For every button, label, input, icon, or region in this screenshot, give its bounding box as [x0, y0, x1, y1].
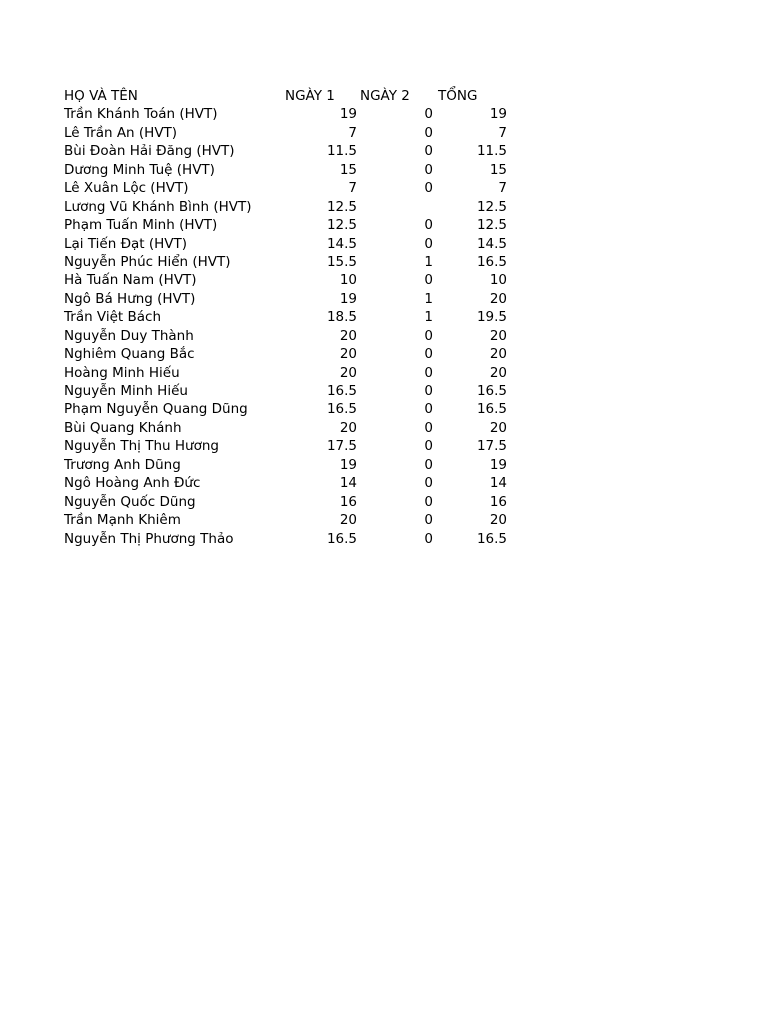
cell-day2: 0	[424, 235, 433, 252]
cell-total: 19	[489, 106, 507, 123]
cell-total: 19.5	[476, 309, 507, 326]
cell-total: 12.5	[476, 198, 507, 215]
cell-day2: 0	[424, 401, 433, 418]
cell-total: 16.5	[476, 253, 507, 270]
cell-total: 17.5	[476, 438, 507, 455]
cell-name: Trần Việt Bách	[64, 309, 162, 326]
cell-day2: 0	[424, 493, 433, 510]
cell-name: Nguyễn Minh Hiếu	[64, 383, 188, 399]
cell-name: Bùi Đoàn Hải Đăng (HVT)	[64, 143, 235, 160]
cell-total: 12.5	[476, 217, 507, 234]
table-row	[64, 474, 524, 492]
cell-name: Nguyễn Quốc Dũng	[64, 493, 196, 510]
cell-day1: 20	[339, 364, 357, 381]
table-row	[64, 235, 524, 253]
cell-total: 16.5	[476, 530, 507, 547]
cell-name: Ngô Bá Hưng (HVT)	[64, 290, 196, 307]
cell-name: Hoàng Minh Hiếu	[64, 364, 180, 381]
table-row	[64, 216, 524, 234]
cell-total: 16.5	[476, 383, 507, 399]
cell-day2: 0	[424, 512, 433, 529]
cell-day2: 1	[424, 309, 433, 326]
cell-day1: 14	[339, 475, 357, 492]
cell-day2: 0	[424, 475, 433, 492]
cell-day1: 16.5	[326, 401, 357, 418]
cell-day1: 7	[348, 180, 357, 197]
cell-day1: 19	[339, 106, 357, 123]
table-row	[64, 253, 524, 271]
cell-total: 7	[498, 180, 507, 197]
cell-day1: 12.5	[326, 198, 357, 215]
cell-name: Trần Khánh Toán (HVT)	[64, 106, 218, 123]
cell-day2: 0	[424, 161, 433, 178]
cell-day1: 20	[339, 327, 357, 344]
cell-day2: 0	[424, 217, 433, 234]
header-total: TỔNG	[438, 88, 478, 104]
table-row	[64, 105, 524, 123]
cell-total: 20	[489, 327, 507, 344]
cell-day1: 20	[339, 346, 357, 363]
table-row	[64, 198, 524, 216]
score-sheet	[64, 87, 524, 548]
cell-day1: 16.5	[326, 530, 357, 547]
cell-name: Nguyễn Thị Thu Hương	[64, 438, 219, 455]
cell-day2	[357, 198, 433, 216]
cell-day2: 1	[424, 290, 433, 307]
cell-day1: 11.5	[326, 143, 357, 160]
cell-day2: 0	[424, 180, 433, 197]
cell-day2: 0	[424, 143, 433, 160]
table-row	[64, 456, 524, 474]
table-row	[64, 400, 524, 418]
cell-day2: 0	[424, 124, 433, 141]
header-row	[64, 87, 524, 105]
cell-name: Nguyễn Duy Thành	[64, 327, 194, 344]
cell-day1: 17.5	[326, 438, 357, 455]
cell-day2: 1	[424, 253, 433, 270]
cell-name: Phạm Nguyễn Quang Dũng	[64, 401, 248, 418]
cell-day1: 18.5	[326, 309, 357, 326]
cell-day1: 20	[339, 419, 357, 436]
table-row	[64, 382, 524, 400]
table-row	[64, 530, 524, 548]
cell-day1: 14.5	[326, 235, 357, 252]
cell-day1: 19	[339, 456, 357, 473]
cell-name: Phạm Tuấn Minh (HVT)	[64, 217, 218, 234]
cell-day1: 20	[339, 512, 357, 529]
cell-total: 15	[489, 161, 507, 178]
table-row	[64, 364, 524, 382]
table-row	[64, 437, 524, 455]
cell-total: 10	[489, 272, 507, 289]
cell-day1: 12.5	[326, 217, 357, 234]
cell-name: Lê Xuân Lộc (HVT)	[64, 180, 189, 197]
cell-day1: 19	[339, 290, 357, 307]
cell-day2: 0	[424, 438, 433, 455]
cell-day2: 0	[424, 346, 433, 363]
cell-name: Ngô Hoàng Anh Đức	[64, 475, 201, 492]
cell-day1: 16	[339, 493, 357, 510]
header-day2: NGÀY 2	[360, 88, 410, 104]
table-row	[64, 179, 524, 197]
cell-total: 11.5	[476, 143, 507, 160]
table-row	[64, 161, 524, 179]
cell-day1: 10	[339, 272, 357, 289]
cell-day1: 15.5	[326, 253, 357, 270]
cell-day2: 0	[424, 272, 433, 289]
cell-name: Lại Tiến Đạt (HVT)	[64, 235, 188, 252]
cell-name: Lương Vũ Khánh Bình (HVT)	[64, 198, 252, 215]
cell-day2: 0	[424, 364, 433, 381]
cell-total: 20	[489, 346, 507, 363]
cell-total: 20	[489, 419, 507, 436]
table-row	[64, 493, 524, 511]
cell-day2: 0	[424, 106, 433, 123]
cell-day2: 0	[424, 530, 433, 547]
table-row	[64, 419, 524, 437]
cell-day2: 0	[424, 327, 433, 344]
table-row	[64, 511, 524, 529]
cell-total: 16.5	[476, 401, 507, 418]
cell-total: 20	[489, 364, 507, 381]
cell-name: Trần Mạnh Khiêm	[64, 512, 181, 529]
cell-name: Dương Minh Tuệ (HVT)	[64, 161, 215, 178]
cell-name: Hà Tuấn Nam (HVT)	[64, 272, 197, 289]
cell-day1: 7	[348, 124, 357, 141]
cell-day2: 0	[424, 419, 433, 436]
cell-name: Lê Trần An (HVT)	[64, 124, 178, 141]
cell-day2: 0	[424, 456, 433, 473]
cell-day1: 16.5	[326, 383, 357, 399]
cell-total: 14	[489, 475, 507, 492]
cell-name: Trương Anh Dũng	[64, 456, 181, 473]
cell-total: 16	[489, 493, 507, 510]
table-row	[64, 345, 524, 363]
cell-name: Nguyễn Phúc Hiển (HVT)	[64, 253, 231, 270]
table-row	[64, 290, 524, 308]
table-row	[64, 308, 524, 326]
header-name: HỌ VÀ TÊN	[64, 88, 138, 104]
cell-name: Nghiêm Quang Bắc	[64, 346, 195, 363]
cell-total: 20	[489, 512, 507, 529]
table-row	[64, 271, 524, 289]
table-row	[64, 124, 524, 142]
table-row	[64, 327, 524, 345]
cell-day2: 0	[424, 383, 433, 399]
cell-total: 19	[489, 456, 507, 473]
cell-name: Bùi Quang Khánh	[64, 419, 182, 436]
cell-total: 14.5	[476, 235, 507, 252]
header-day1: NGÀY 1	[285, 88, 335, 104]
cell-total: 20	[489, 290, 507, 307]
cell-name: Nguyễn Thị Phương Thảo	[64, 530, 234, 547]
cell-total: 7	[498, 124, 507, 141]
table-row	[64, 142, 524, 160]
cell-day1: 15	[339, 161, 357, 178]
table-body	[64, 105, 524, 548]
